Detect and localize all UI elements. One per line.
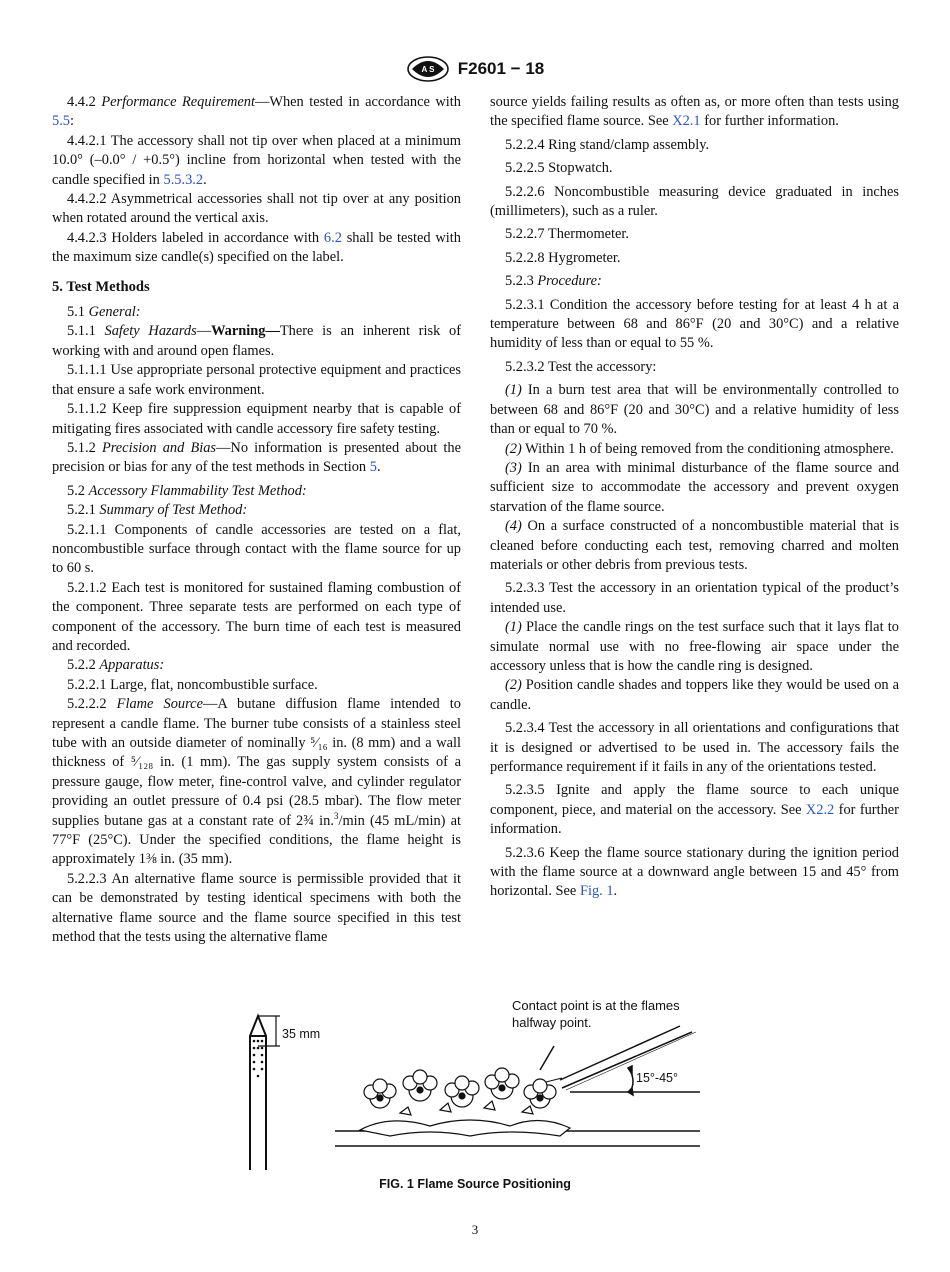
para-5-2-3: 5.2.3 Procedure: — [505, 273, 602, 290]
svg-text:A S: A S — [421, 65, 435, 74]
para-4-4-2: 4.4.2 Performance Requirement—When tested in accordance with 5.5: — [52, 94, 461, 130]
list-item-shades-toppers: (2) Position candle shades and toppers like they would be used on a candle. — [490, 677, 899, 713]
burner-holes — [253, 1040, 264, 1078]
para-5-2-1-1: 5.2.1.1 Components of candle accessories are tested on a flat, noncombustible surface through contact with the flame source for up to 60 s. — [52, 521, 461, 577]
candle-ring-flowers-icon — [360, 1068, 570, 1136]
para-4-4-2-1: 4.4.2.1 The accessory shall not tip over when placed at a minimum 10.0° (–0.0° / +0.5°) incline from horizontal when tested with the candle specified in 5.5.3.2. — [52, 132, 461, 188]
document-number: F2601 − 18 — [457, 59, 545, 78]
para-5-2-2-5: 5.2.2.5 Stopwatch. — [505, 160, 613, 177]
link-5-5-3-2[interactable]: 5.5.3.2 — [163, 171, 204, 188]
list-item-candle-rings: (1) Place the candle rings on the test surface such that it lays flat to simulate normal use with no free-flowing air space under the accessory unless that is how the candle ring is designed. — [490, 619, 899, 674]
label-contact-point-line2: halfway point. — [512, 1015, 592, 1030]
label-angle-range: 15°-45° — [636, 1071, 678, 1085]
label-35mm: 35 mm — [282, 1027, 321, 1041]
para-5-2-3-6: 5.2.3.6 Keep the flame source stationary during the ignition period with the flame source at a downward angle between 15 and 45° from horizontal. See Fig. 1. — [490, 844, 899, 900]
list-item-noncombustible-surface: (4) On a surface constructed of a noncombustible material that is cleaned before conducting each test, removing charred and molten materials or other debris from previous tests. — [490, 518, 899, 573]
link-x2-1[interactable]: X2.1 — [672, 113, 701, 130]
para-5-2-3-5: 5.2.3.5 Ignite and apply the flame source to each unique component, piece, and material on the accessory. See X2.2 for further information. — [490, 782, 899, 838]
para-5-2-3-3: 5.2.3.3 Test the accessory in an orientation typical of the product’s intended use. — [490, 580, 899, 616]
link-fig-1[interactable]: Fig. 1 — [579, 883, 614, 900]
para-5-1-2: 5.1.2 Precision and Bias—No information is presented about the precision or bias for any of the test methods in Section 5. — [52, 439, 461, 476]
link-section-5[interactable]: 5 — [369, 459, 377, 476]
link-5-5[interactable]: 5.5 — [52, 113, 70, 130]
para-5-2-2-3-continued: source yields failing results as often as, or more often than tests using the specified flame source. See X2.1 for further information. — [490, 94, 899, 130]
para-5-1: 5.1 General: — [67, 304, 141, 321]
para-4-4-2-2: 4.4.2.2 Asymmetrical accessories shall not tip over at any position when rotated around the vertical axis. — [52, 191, 461, 227]
para-5-2-1: 5.2.1 Summary of Test Method: — [67, 502, 248, 519]
link-6-2[interactable]: 6.2 — [323, 229, 342, 246]
para-5-2-1-2: 5.2.1.2 Each test is monitored for sustained flaming combustion of the component. Three separate tests are performed on each type of component of the accessory. The burn time of each test is measured and recorded. — [52, 579, 461, 654]
figure-caption: FIG. 1 Flame Source Positioning — [379, 1177, 571, 1191]
para-5-1-1-1: 5.1.1.1 Use appropriate personal protective equipment and practices that ensure a safe work environment. — [52, 362, 461, 398]
list-item-minimal-disturbance: (3) In an area with minimal disturbance of the flame source and sufficient size to accommodate the accessory and prevent oxygen starvation of the flame source. — [490, 459, 899, 515]
para-5-2-2-8: 5.2.2.8 Hygrometer. — [505, 249, 621, 266]
flame-source-figure — [240, 988, 720, 1178]
left-column — [52, 93, 461, 947]
label-contact-point-line1: Contact point is at the flames — [512, 998, 680, 1013]
para-5-2-2-7: 5.2.2.7 Thermometer. — [505, 226, 630, 243]
para-5-1-1-2: 5.1.1.2 Keep fire suppression equipment nearby that is capable of mitigating fires associated with candle accessory fire safety testing. — [52, 401, 461, 437]
para-5-2-2-2: 5.2.2.2 Flame Source—A butane diffusion flame intended to represent a candle flame. The burner tube consists of a stainless steel tube with an outside diameter of nominally ⁵⁄₁₆ in. (8 mm) and a wall thickness of ⁵⁄₁₂₈ in. (1 mm). The gas supply system consists of a pressure gauge, flow meter, fine-control valve, and cylinder regulator providing an outlet pressure of 0.4 psi (28.5 mbar). The flow meter supplies butane gas at a constant rate of 2¾ in.$^3$/min (45 mL/min) at 77°F (25°C). Under the specified conditions, the flame height is approximately 1⅜ in. (35 mm). — [52, 696, 461, 868]
para-5-2-2: 5.2.2 Apparatus: — [67, 657, 165, 674]
list-item-burn-area: (1) In a burn test area that will be environmentally controlled to between 68 and 86°F (20 and 30°C) and a relative humidity of less than or equal to 70 %. — [490, 382, 899, 438]
para-5-2-2-1: 5.2.2.1 Large, flat, noncombustible surface. — [67, 676, 318, 693]
para-5-1-1: 5.1.1 Safety Hazards—Warning—There is an inherent risk of working with and around open flames. — [52, 323, 461, 359]
para-5-2-3-2: 5.2.3.2 Test the accessory: — [505, 358, 657, 375]
burner-tube-icon — [250, 1016, 280, 1170]
section-heading-test-methods: 5. Test Methods — [52, 278, 150, 295]
para-4-4-2-3: 4.4.2.3 Holders labeled in accordance with 6.2 shall be tested with the maximum size candle(s) specified on the label. — [52, 229, 461, 266]
right-column — [490, 93, 899, 902]
para-5-2-2-3: 5.2.2.3 An alternative flame source is permissible provided that it can be demonstrated by testing identical specimens with both the alternative flame source and the flame source specified in this test method that the tests using the alternative flame — [52, 870, 461, 946]
para-5-2-3-1: 5.2.3.1 Condition the accessory before testing for at least 4 h at a temperature between 68 and 86°F (20 and 30°C) and a relative humidity of less than or equal to 55 %. — [490, 296, 899, 352]
link-x2-2[interactable]: X2.2 — [805, 801, 835, 818]
para-5-2-2-6: 5.2.2.6 Noncombustible measuring device graduated in inches (millimeters), such as a ruler. — [490, 183, 899, 220]
para-5-2-3-4: 5.2.3.4 Test the accessory in all orientations and configurations that it is designed or advertised to be used in. The accessory fails the performance requirement if it fails in any of the orientations tested. — [490, 720, 899, 775]
list-item-within-1h: (2) Within 1 h of being removed from the conditioning atmosphere. — [505, 440, 894, 457]
para-5-2: 5.2 Accessory Flammability Test Method: — [67, 482, 307, 499]
para-5-2-2-4: 5.2.2.4 Ring stand/clamp assembly. — [505, 136, 710, 153]
astm-logo-icon — [406, 55, 450, 83]
page-header — [0, 55, 950, 83]
page-number: 3 — [471, 1222, 479, 1237]
